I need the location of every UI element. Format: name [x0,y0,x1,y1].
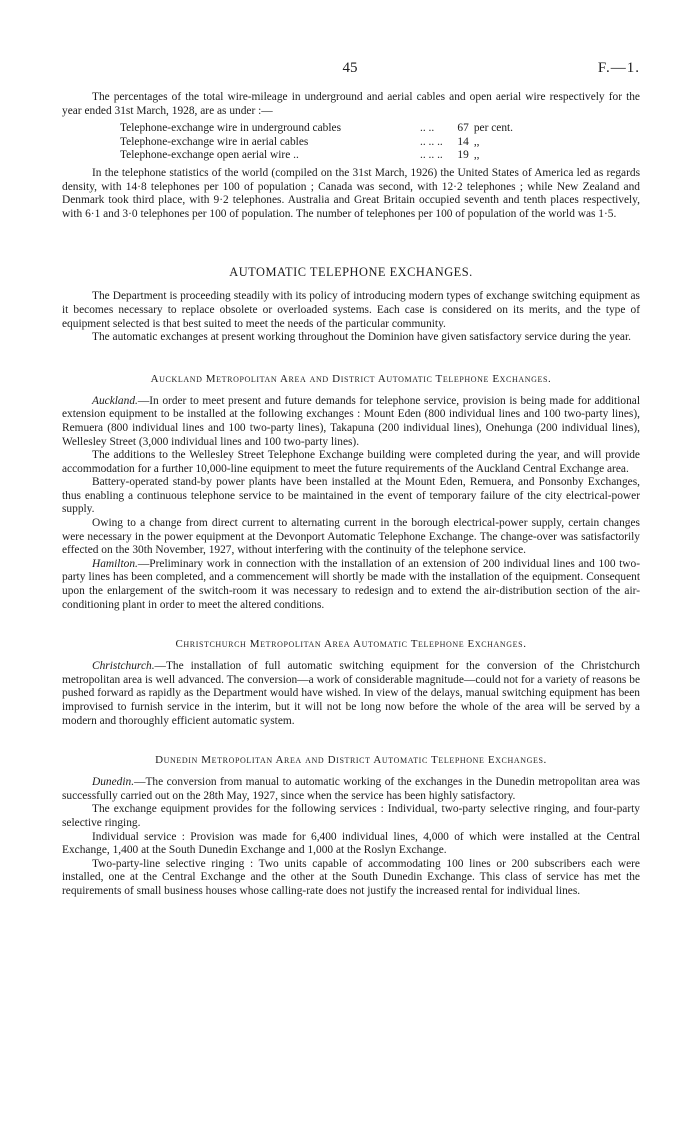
row-label: Telephone-exchange wire in underground cables [120,122,342,135]
wire-mileage-table [120,122,520,163]
dunedin-paragraph [62,776,640,803]
auckland-paragraph: Owing to a change from direct current to alternating current in the borough electrical-power supply, certain changes were necessary in the power equipment at the Devonport Automatic Telephone Exchange. The change-over was satisfactorily effected on the 30th November, 1927, without interfering with the continuity of the telephone service. [62,517,640,557]
section-paragraph: The Department is proceeding steadily with its policy of introducing modern types of exchange switching equipment as it becomes necessary to replace obsolete or overloaded systems. Each case is considered on its merits, and the type of equipment selected is that best suited to meet the needs of the particular community. [62,290,640,330]
table-row [120,122,520,136]
hamilton-paragraph [62,558,640,612]
row-dots: .. .. [420,122,435,135]
row-unit: ,, [473,135,480,148]
auckland-paragraph: Battery-operated stand-by power plants have been installed at the Mount Eden, Remuera, and Ponsonby Exchanges, thus enabling a continuous telephone service to be maintained in the event of temporary failure of the city electrical-power supply. [62,476,640,516]
paragraph-text: —Preliminary work in connection with the installation of an extension of 200 individual lines and 100 two-party lines has been completed, and a commencement will shortly be made with the installation of the equipment. Consequent upon the enlargement of the switch-room it was necessary to redesign and to extend the air-distribution section of the air-conditioning plant in order to meet the altered conditions. [62,557,640,611]
table-row [120,136,520,150]
place-name: Hamilton. [92,557,138,570]
row-unit: per cent. [473,122,514,135]
row-dots: .. .. .. [420,149,443,162]
table-row [120,149,520,163]
page-body [62,91,640,899]
row-value: 14 [457,135,469,148]
christchurch-paragraph [62,660,640,728]
auckland-paragraph [62,395,640,449]
row-value: 19 [457,149,469,162]
place-name: Christchurch. [92,660,155,673]
paragraph-text: —In order to meet present and future demands for telephone service, provision is being made for additional extension equipment to be installed at the following exchanges : Mount Eden (800 individual lines and 100 two-party lines), Remuera (800 individual lines and 100 two-party lines), Takapuna (200 individual lines), Onehunga (200 individual lines), Wellesley Street (3,000 individual lines and 100 two-party lines). [62,394,640,448]
intro-paragraph: The percentages of the total wire-mileage in underground and aerial cables and open aerial wire respectively for the year ended 31st March, 1928, are as under :— [62,91,640,117]
world-statistics-paragraph: In the telephone statistics of the world (compiled on the 31st March, 1926) the United States of America led as regards density, with 14·8 telephones per 100 of population ; Canada was second, with 12·2 telephones ; while New Zealand and Denmark took third place, with 9·2 telephones. Australia and Great Britain occupied seventh and tenth places respectively, with 6·1 and 3·0 telephones per 100 of population. The number of telephones per 100 of population of the world was 1·5. [62,166,640,220]
row-label: Telephone-exchange wire in aerial cables [120,135,309,148]
page-header [0,60,700,80]
dunedin-paragraph: The exchange equipment provides for the following services : Individual, two-party selective ringing, and four-party selective ringing. [62,803,640,829]
auckland-paragraph: The additions to the Wellesley Street Telephone Exchange building were completed during the year, and will provide accommodation for a further 10,000-line equipment to meet the future requirements of the Auckland Central Exchange area. [62,449,640,475]
section-paragraph: The automatic exchanges at present working throughout the Dominion have given satisfactory service during the year. [92,331,631,344]
paragraph-text: —The installation of full automatic switching equipment for the conversion of the Christchurch metropolitan area is well advanced. The conversion—a work of considerable magnitude—could not for a variety of reasons be pushed forward as rapidly as the Department would have wished. In view of the delays, manual switching equipment has been improvised to furnish service in the interim, but it will not be long now before the whole of the area will be served by a modern and thoroughly efficient automatic system. [62,660,640,727]
row-dots: .. .. .. [420,135,443,148]
row-value: 67 [457,122,469,135]
dunedin-heading: Dunedin Metropolitan Area and District Automatic Telephone Exchanges. [155,754,547,767]
row-unit: ,, [473,149,480,162]
paragraph-text: —The conversion from manual to automatic working of the exchanges in the Dunedin metropolitan area was successfully carried out on the 28th May, 1927, since when the service has been highly satisfactory. [62,776,640,802]
page-number: 45 [342,60,358,76]
place-name: Auckland. [92,394,138,407]
auckland-heading: Auckland Metropolitan Area and District Automatic Telephone Exchanges. [150,372,552,385]
dunedin-paragraph: Two-party-line selective ringing : Two units capable of accommodating 100 lines or 200 subscribers each were installed, one at the Central Exchange and the other at the South Dunedin Exchange. This class of service has met the requirements of small business houses whose calling-rate does not justify the increased rental for individual lines. [62,857,640,897]
dunedin-paragraph: Individual service : Provision was made for 6,400 individual lines, 4,000 of which were installed at the Central Exchange, 1,400 at the South Dunedin Exchange and 1,000 at the Roslyn Exchange. [62,830,640,857]
place-name: Dunedin. [92,776,135,789]
document-reference: F.—1. [597,60,640,76]
section-heading: AUTOMATIC TELEPHONE EXCHANGES. [229,265,473,280]
row-label: Telephone-exchange open aerial wire .. [120,149,299,162]
christchurch-heading: Christchurch Metropolitan Area Automatic Telephone Exchanges. [175,638,527,651]
